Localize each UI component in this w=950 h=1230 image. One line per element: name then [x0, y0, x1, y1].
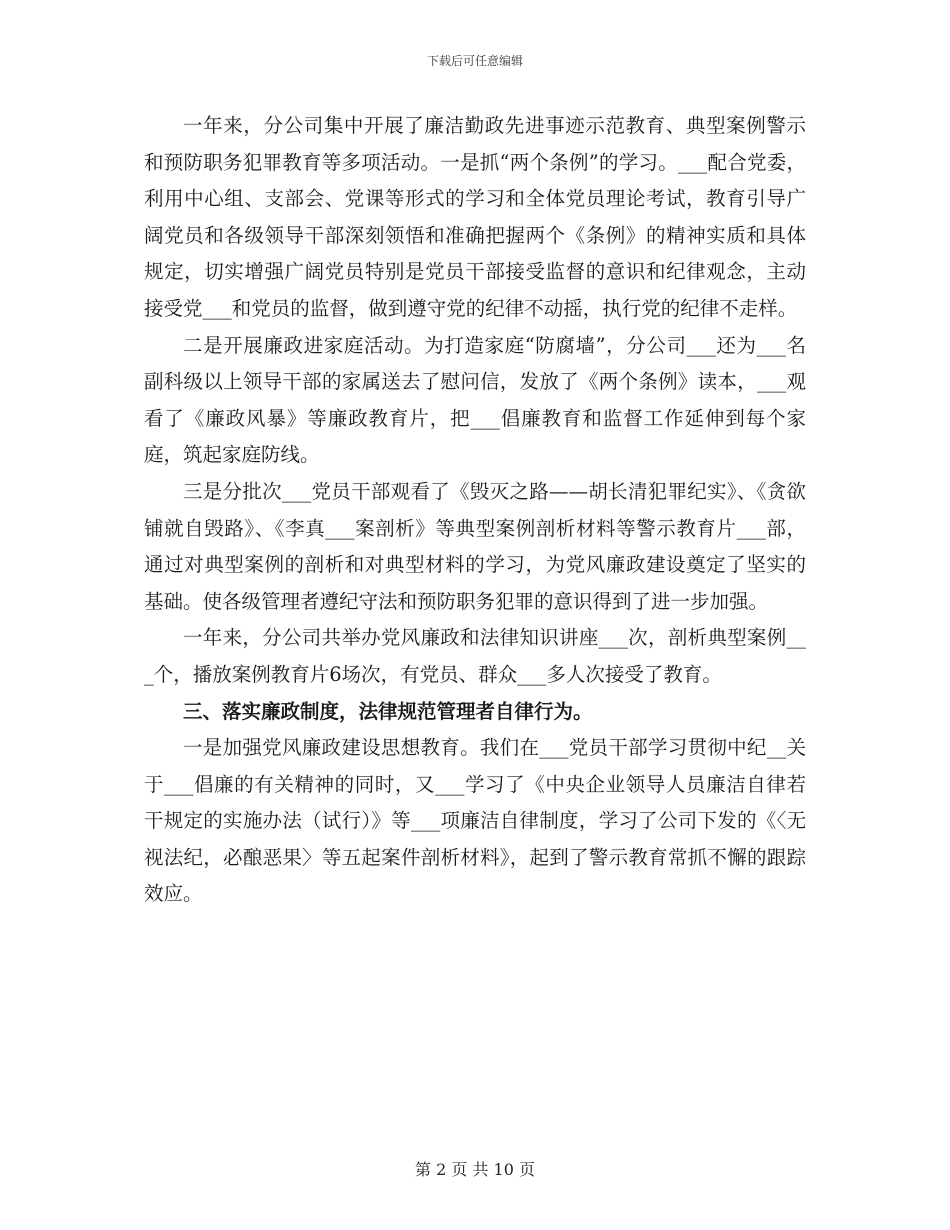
paragraph-family: 二是开展廉政进家庭活动。为打造家庭“防腐墙”，分公司___还为___名副科级以上领导干部的家属送去了慰问信，发放了《两个条例》读本，___观看了《廉政风暴》等廉政教育片，把___倡廉教育和监督工作延伸到每个家庭，筑起家庭防线。 [144, 333, 806, 467]
page-footer: 第 2 页 共 10 页 [415, 1160, 535, 1179]
page-header: 下载后可任意编辑 [426, 54, 523, 68]
paragraph-lectures: 一年来，分公司共举办党风廉政和法律知识讲座___次，剖析典型案例___个，播放案例教育片6场次，有党员、群众___多人次接受了教育。 [144, 626, 806, 686]
paragraph-films: 三是分批次___党员干部观看了《毁灭之路——胡长清犯罪纪实》、《贪欲铺就自毁路》、《李真___案剖析》等典型案例剖析材料等警示教育片___部，通过对典型案例的剖析和对典型材料的学习，为党风廉政建设奠定了坚实的基础。使各级管理者遵纪守法和预防职务犯罪的意识得到了进一步加强。 [144, 479, 806, 613]
paragraph-activities: 一年来，分公司集中开展了廉洁勤政先进事迹示范教育、典型案例警示和预防职务犯罪教育等多项活动。一是抓“两个条例”的学习。___配合党委，利用中心组、支部会、党课等形式的学习和全体党员理论考试，教育引导广阔党员和各级领导干部深刻领悟和准确把握两个《条例》的精神实质和具体规定，切实增强广阔党员特别是党员干部接受监督的意识和纪律观念，主动接受党___和党员的监督，做到遵守党的纪律不动摇，执行党的纪律不走样。 [144, 114, 806, 320]
document-body [144, 108, 806, 913]
paragraph-education: 一是加强党风廉政建设思想教育。我们在___党员干部学习贯彻中纪__关于___倡廉的有关精神的同时，又___学习了《中央企业领导人员廉洁自律若干规定的实施办法（试行）》等___项廉洁自律制度，学习了公司下发的《〈无视法纪，必酿恶果〉等五起案件剖析材料》，起到了警示教育常抓不懈的跟踪效应。 [144, 736, 806, 906]
section-heading: 三、落实廉政制度，法律规范管理者自律行为。 [183, 699, 593, 723]
